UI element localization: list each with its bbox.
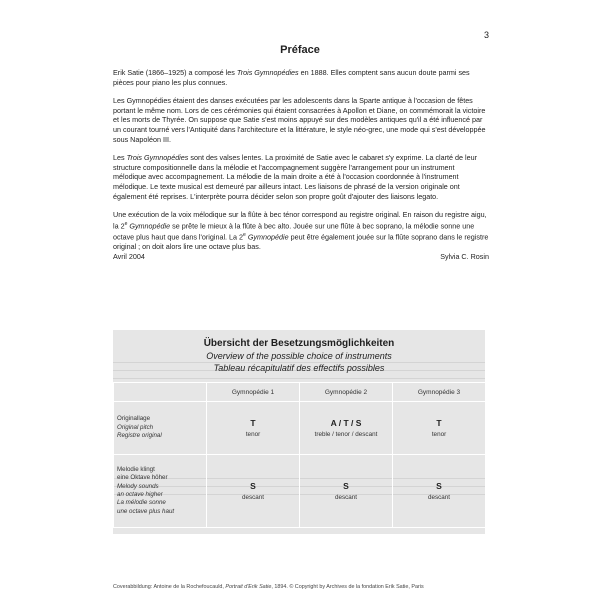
voice-abbreviation: T: [250, 418, 256, 428]
voice-range: treble / tenor / descant: [314, 431, 378, 438]
preface-paragraph: [113, 153, 489, 201]
voice-range: tenor: [431, 431, 447, 438]
table-corner-cell: [114, 383, 207, 402]
preface-paragraph: [113, 96, 489, 144]
voice-abbreviation: S: [343, 481, 349, 491]
text-run: Gymnopédie: [129, 221, 171, 231]
table-header-row: [114, 383, 486, 402]
cover-caption: [113, 584, 493, 590]
table-cell: [300, 402, 393, 455]
column-header: Gymnopédie 3: [393, 383, 486, 402]
table-row: [114, 402, 486, 455]
column-header: Gymnopédie 1: [207, 383, 300, 402]
row-label-line: an octave higher: [117, 491, 163, 498]
preface-paragraph: [113, 210, 489, 251]
row-label-line: Registre original: [117, 432, 162, 440]
row-label: [114, 402, 207, 455]
text-run: Les: [113, 153, 127, 163]
preface-author: Sylvia C. Rosin: [440, 252, 489, 261]
table-cell: [393, 455, 486, 528]
voice-abbreviation: S: [436, 481, 442, 491]
text-run: e: [243, 231, 246, 238]
text-run: se prête le mieux à la flûte à bec alto. Jouée sur une flûte à bec soprano, la mélodie sonne une octave plus haut que dans l'original. La 2: [113, 221, 475, 242]
voice-range: descant: [241, 494, 265, 501]
row-label-line: Melodie klingt: [117, 465, 155, 473]
text-run: en 1888. Elles comptent sans aucun doute parmi ses pièces pour piano les plus connues.: [113, 68, 470, 87]
page-number: 3: [484, 30, 490, 40]
voice-abbreviation: S: [250, 481, 256, 491]
row-label-line: Originallage: [117, 415, 151, 423]
preface-paragraph: [113, 68, 489, 87]
voice-abbreviation: A / T / S: [330, 418, 362, 428]
text-run: peut être également jouée sur la flûte soprano dans le registre original ; on doit alors lire une octave plus bas.: [113, 232, 489, 251]
text-run: Portrait d'Erik Satie: [225, 584, 272, 590]
voice-abbreviation: T: [436, 418, 442, 428]
table-cell: [207, 402, 300, 455]
overview-title-en: Overview of the possible choice of instruments: [206, 351, 392, 361]
table-cell: [300, 455, 393, 528]
instrument-overview-figure: [113, 330, 485, 534]
voice-range: descant: [334, 494, 358, 501]
voice-range: descant: [427, 494, 451, 501]
instrument-choice-table: [113, 382, 485, 528]
text-run: Les Gymnopédies étaient des danses exécutées par les adolescents dans la Sparte antique à l'occasion de fêtes portant le même nom. Lors de ces cérémonies qui étaient consacrées à Apollon et Diane, on commémorait la victoire et les morts de Thyrée. On suppose que Satie s'est moins appuyé sur des modèles antiques qu'il a été influencé par un courant tourné vers l'Antiquité dans l'architecture et la littérature, le style néo-grec, une mode qui s'est développée sous Napoléon III.: [113, 96, 486, 144]
text-run: Coverabbildung: Antoine de la Rochefoucauld,: [113, 584, 226, 590]
text-run: e: [124, 220, 128, 227]
text-run: Erik Satie (1866–1925) a composé les: [113, 68, 237, 77]
text-run: Gymnopédie: [247, 232, 289, 242]
row-label-line: Original pitch: [117, 423, 154, 431]
column-header: Gymnopédie 2: [300, 383, 393, 402]
text-run: Trois Gymnopédies: [236, 68, 299, 77]
preface-title: Préface: [280, 44, 320, 56]
table-row: [114, 455, 486, 528]
row-label-line: La mélodie sonne: [117, 499, 166, 507]
text-run: sont des valses lentes. La proximité de Satie avec le cabaret s'y exprime. La clarté de leur structure compositionnelle dans la mélodie et l'accompagnement suggère l'arrangement pour un instrument mélodique avec accompagnement. La mélodie de la main droite a été à l'occasion coordonnée à l'instrument mélodique. Le texte musical est demeuré par ailleurs intact. Les liaisons de phrasé de la version originale ont également été reprises. L'interprète pourra décider selon son propre goût d'ajouter des liaisons legato.: [113, 153, 477, 201]
text-run: Trois Gymnopédies: [126, 153, 189, 163]
text-run: , 1894. © Copyright by Archives de la fondation Erik Satie, Paris: [271, 584, 424, 590]
preface-date: Avril 2004: [113, 252, 145, 261]
table-cell: [393, 402, 486, 455]
row-label-line: eine Oktave höher: [117, 474, 168, 482]
row-label-line: une octave plus haut: [117, 507, 175, 515]
text-run: Une exécution de la voix mélodique sur la flûte à bec ténor correspond au registre original. En raison du registre aigu, la 2: [113, 210, 487, 231]
table-cell: [207, 455, 300, 528]
overview-title-fr: Tableau récapitulatif des effectifs possibles: [213, 363, 385, 373]
preface-body: [113, 68, 489, 260]
voice-range: tenor: [245, 431, 261, 438]
row-label-line: Melody sounds: [117, 482, 159, 490]
overview-title-de: Übersicht der Besetzungsmöglichkeiten: [203, 338, 395, 349]
row-label: [114, 455, 207, 528]
staff-line: [113, 378, 485, 379]
